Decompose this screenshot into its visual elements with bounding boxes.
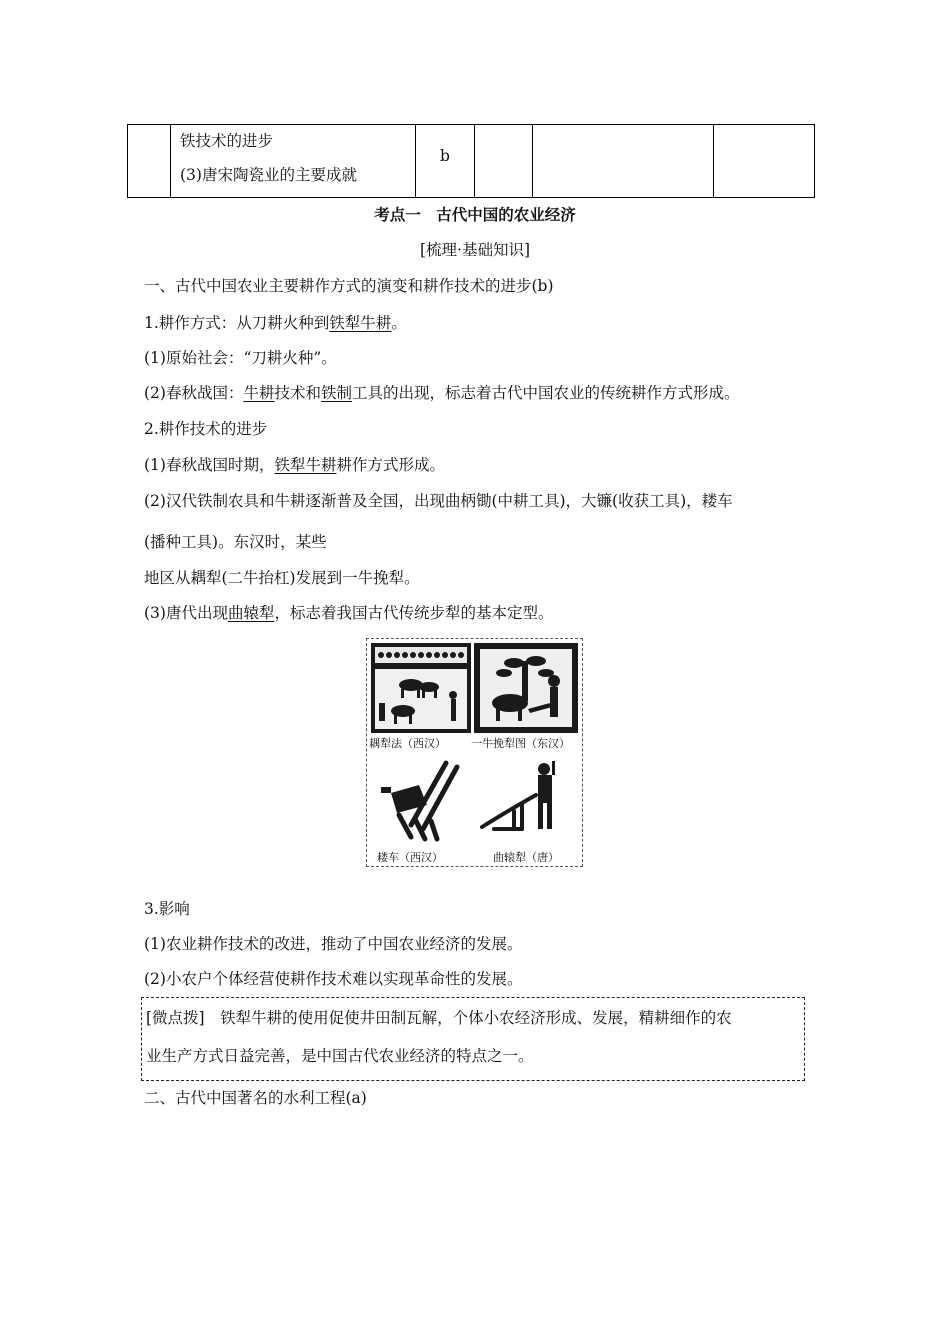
paragraph: (1)农业耕作技术的改进，推动了中国农业经济的发展。 — [144, 935, 523, 953]
text: 耕作方式形成。 — [336, 456, 445, 474]
paragraph: (1)原始社会：“刀耕火种”。 — [144, 349, 337, 367]
table-cell-text: 铁技术的进步 — [180, 132, 274, 150]
table-divider — [713, 125, 714, 197]
one-ox-plough-image — [474, 643, 578, 733]
paragraph — [144, 381, 740, 403]
paragraph: (播种工具)。东汉时，某些 — [144, 533, 327, 551]
heading-part2: 二、古代中国著名的水利工程(a) — [144, 1089, 367, 1107]
caption-seed-drill: 耧车（西汉） — [377, 851, 443, 864]
paragraph: (2)小农户个体经营使耕作技术难以实现革命性的发展。 — [144, 970, 523, 988]
table-divider — [170, 125, 171, 197]
section-title: 考点一 古代中国的农业经济 — [374, 205, 576, 224]
underlined-term: 铁犁牛耕 — [274, 456, 337, 474]
curved-shaft-plough-image — [474, 755, 578, 847]
text: (2)春秋战国： — [144, 384, 244, 402]
caption-curved-shaft-plough: 曲辕犁（唐） — [493, 851, 559, 864]
caption-one-ox-plough: 一牛挽犁图（东汉） — [471, 737, 570, 750]
underlined-term: 牛耕 — [243, 384, 275, 402]
heading-part1: 一、古代中国农业主要耕作方式的演变和耕作技术的进步(b) — [144, 277, 554, 295]
text: 工具的出现，标志着古代中国农业的传统耕作方式形成。 — [352, 384, 740, 402]
seed-drill-image — [371, 755, 471, 847]
paragraph — [144, 453, 445, 475]
section-subtitle: [梳理·基础知识] — [419, 241, 531, 259]
text: ，标志着我国古代传统步犁的基本定型。 — [274, 604, 554, 622]
curriculum-table-fragment — [127, 124, 815, 198]
text: (3)唐代出现 — [144, 604, 228, 622]
underlined-term: 铁犁牛耕 — [329, 314, 392, 332]
caption-ox-pair-plough: 耦犁法（西汉） — [369, 737, 446, 750]
text: (1)春秋战国时期， — [144, 456, 275, 474]
underlined-term: 铁制 — [321, 384, 353, 402]
tip-line: [微点拨] 铁犁牛耕的使用促使井田制瓦解，个体小农经济形成、发展，精耕细作的农 — [146, 1009, 732, 1027]
underlined-term: 曲辕犁 — [227, 604, 275, 622]
paragraph — [144, 311, 407, 333]
table-cell-text: (3)唐宋陶瓷业的主要成就 — [180, 166, 357, 184]
paragraph: 地区从耦犁(二牛抬杠)发展到一牛挽犁。 — [144, 569, 420, 587]
table-divider — [415, 125, 416, 197]
tip-box — [141, 997, 805, 1081]
table-divider — [532, 125, 533, 197]
paragraph: 2.耕作技术的进步 — [144, 420, 268, 438]
plough-illustration-figure — [366, 638, 583, 867]
tip-line: 业生产方式日益完善，是中国古代农业经济的特点之一。 — [146, 1047, 534, 1065]
table-divider — [474, 125, 475, 197]
text: 。 — [391, 314, 407, 332]
text: 技术和 — [274, 384, 321, 402]
paragraph: 3.影响 — [144, 900, 190, 918]
paragraph — [144, 601, 554, 623]
ox-pair-plough-image — [371, 643, 471, 733]
paragraph: (2)汉代铁制农具和牛耕逐渐普及全国，出现曲柄锄(中耕工具)，大镰(收获工具)，耧车 — [144, 492, 733, 510]
text: 1.耕作方式：从刀耕火种到 — [144, 314, 330, 332]
table-cell-level: b — [440, 147, 450, 165]
